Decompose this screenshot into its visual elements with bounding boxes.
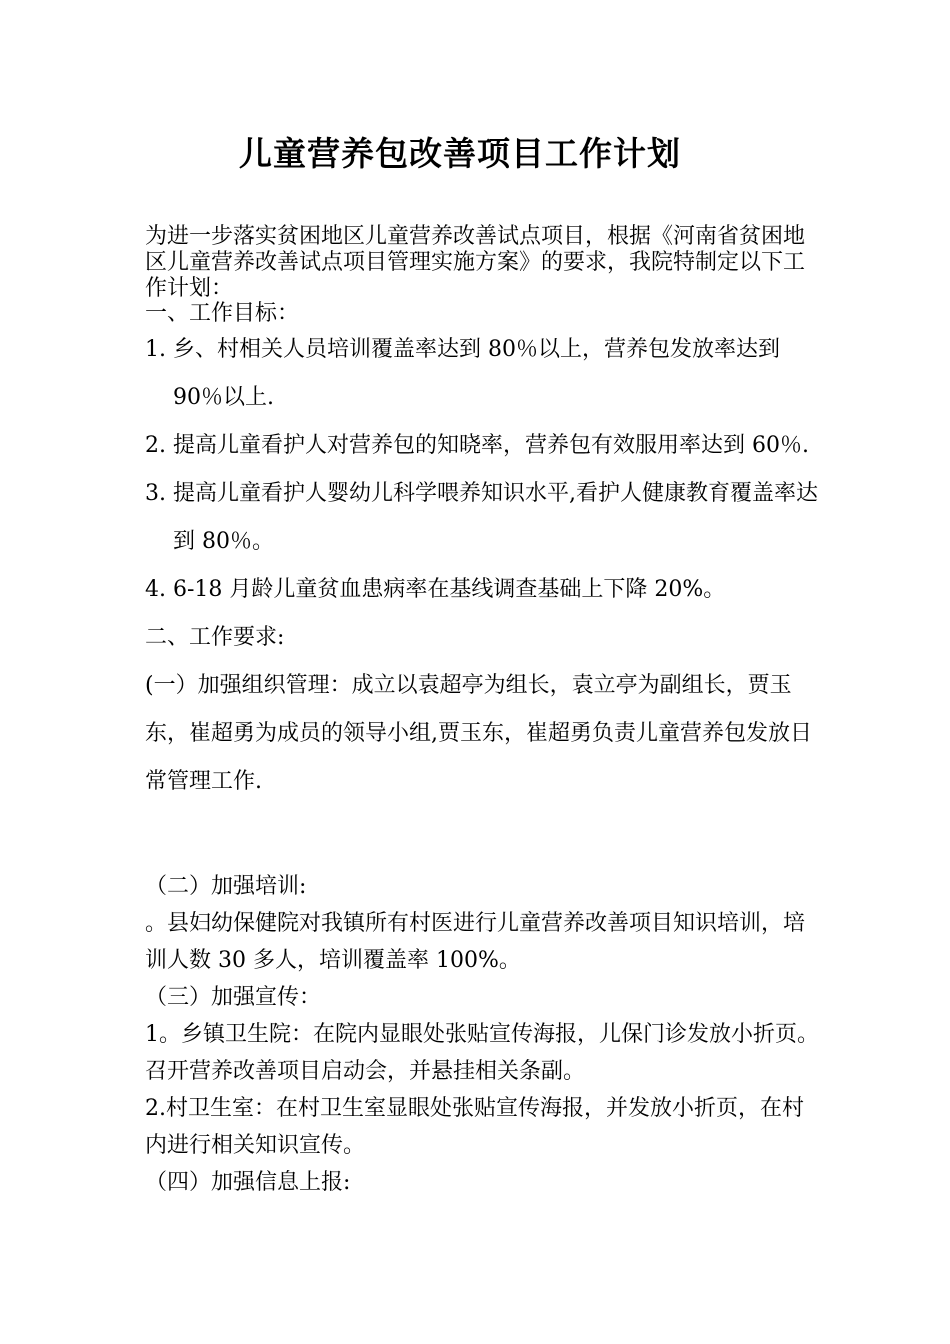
goals-list: [145, 326, 825, 806]
requirement-2-text: 。县妇幼保健院对我镇所有村医进行儿童营养改善项目知识培训，培训人数 30 多人，培训覆盖率 100%。: [145, 911, 806, 973]
goal-text: 乡、村相关人员培训覆盖率达到 80％以上，营养包发放率达到 90％以上.: [173, 337, 780, 410]
requirement-3-heading: （三）加强宣传：: [145, 985, 322, 1010]
requirements-continued: [145, 868, 825, 1201]
goal-number: 1.: [145, 337, 166, 362]
goal-item: [145, 326, 825, 422]
goal-item: [145, 470, 825, 566]
goal-item: [145, 422, 825, 470]
requirement-4-heading: （四）加强信息上报:: [145, 1170, 351, 1195]
requirement-3-item-2: 2.村卫生室：在村卫生室显眼处张贴宣传海报，并发放小折页，在村内进行相关知识宣传。: [145, 1096, 804, 1158]
section1-heading: 一、工作目标：: [145, 301, 300, 326]
goal-number: 4.: [145, 577, 166, 602]
goal-number: 2.: [145, 433, 166, 458]
goal-text: 提高儿童看护人对营养包的知晓率，营养包有效服用率达到 60％.: [173, 433, 809, 458]
goal-text: 提高儿童看护人婴幼儿科学喂养知识水平,看护人健康教育覆盖率达到 80％。: [173, 481, 818, 554]
requirement-2-heading: （二）加强培训:: [145, 874, 307, 899]
section2-heading: 二、工作要求:: [145, 625, 285, 650]
intro-paragraph: 为进一步落实贫困地区儿童营养改善试点项目，根据《河南省贫困地区儿童营养改善试点项目管理实施方案》的要求，我院特制定以下工作计划：: [145, 224, 806, 301]
goal-number: 3.: [145, 481, 166, 506]
requirement-3-item-1: 1。乡镇卫生院：在院内显眼处张贴宣传海报，儿保门诊发放小折页。召开营养改善项目启动会，并悬挂相关条副。: [145, 1022, 819, 1084]
requirement-1: (一）加强组织管理：成立以袁超亭为组长，袁立亭为副组长，贾玉东，崔超勇为成员的领导小组,贾玉东，崔超勇负责儿童营养包发放日常管理工作.: [145, 673, 812, 794]
goal-text: 6-18 月龄儿童贫血患病率在基线调查基础上下降 20%。: [173, 577, 726, 602]
document-title: 儿童营养包改善项目工作计划: [239, 134, 681, 173]
goal-item: [145, 566, 825, 614]
